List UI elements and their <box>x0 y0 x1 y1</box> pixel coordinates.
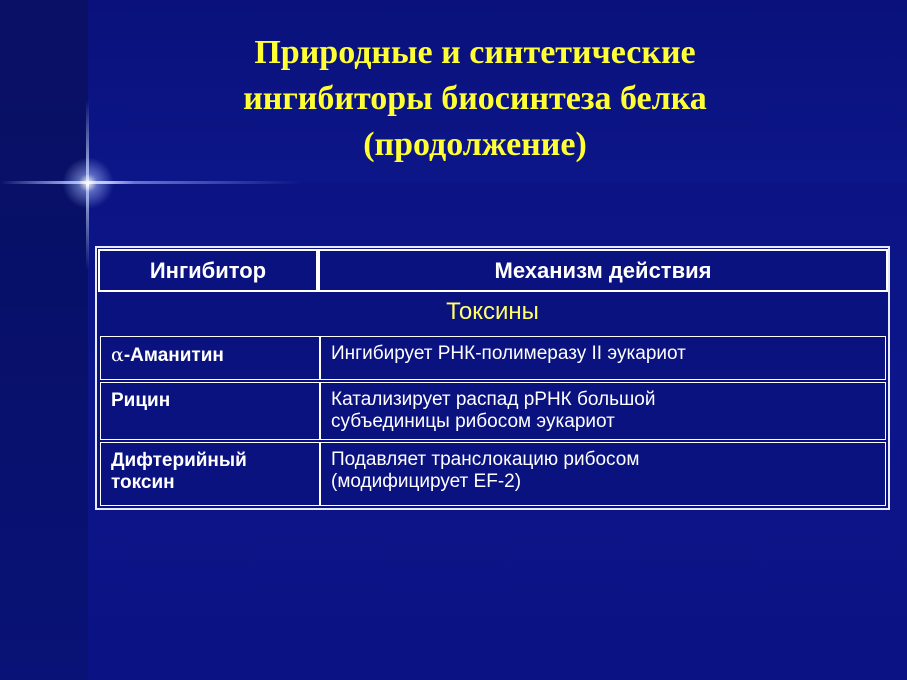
inhibitors-table <box>95 246 890 510</box>
table-row-2-inhibitor <box>100 382 320 440</box>
mechanism-2-line-1: Катализирует распад рРНК большой <box>331 389 656 410</box>
header-cell-mechanism <box>318 249 888 292</box>
mechanism-1-line-1: Ингибирует РНК-полимеразу II эукариот <box>331 343 686 364</box>
title-line-1: Природные и синтетические <box>254 34 696 71</box>
table-row-1-inhibitor <box>100 336 320 380</box>
light-flare-horizontal <box>0 181 300 184</box>
inhibitor-name-2: Рицин <box>111 390 171 411</box>
mechanism-3-line-1: Подавляет транслокацию рибосом <box>331 449 640 470</box>
table-row-3-inhibitor <box>100 442 320 506</box>
inhibitor-name-3-line-2: токсин <box>111 472 175 493</box>
title-line-3: (продолжение) <box>363 126 587 163</box>
header-inhibitor-label: Ингибитор <box>149 258 267 283</box>
section-label-toxins: Токсины <box>446 298 539 325</box>
inhibitor-name-1: -Аманитин <box>123 345 224 366</box>
header-cell-inhibitor <box>98 249 318 292</box>
inhibitor-name-3-line-1: Дифтерийный <box>111 450 247 471</box>
header-mechanism-label: Механизм действия <box>494 258 712 283</box>
slide-title <box>130 30 820 168</box>
table-row-3-mechanism <box>320 442 886 506</box>
title-line-2: ингибиторы биосинтеза белка <box>243 80 707 117</box>
left-band <box>0 0 88 680</box>
table-row-2-mechanism <box>320 382 886 440</box>
mechanism-3-line-2: (модифицирует EF-2) <box>331 471 522 492</box>
light-flare-icon <box>62 157 114 209</box>
table-header-row <box>97 248 888 293</box>
mechanism-2-line-2: субъединицы рибосом эукариот <box>331 411 615 432</box>
table-row-1-mechanism <box>320 336 886 380</box>
alpha-prefix: α <box>111 344 124 366</box>
